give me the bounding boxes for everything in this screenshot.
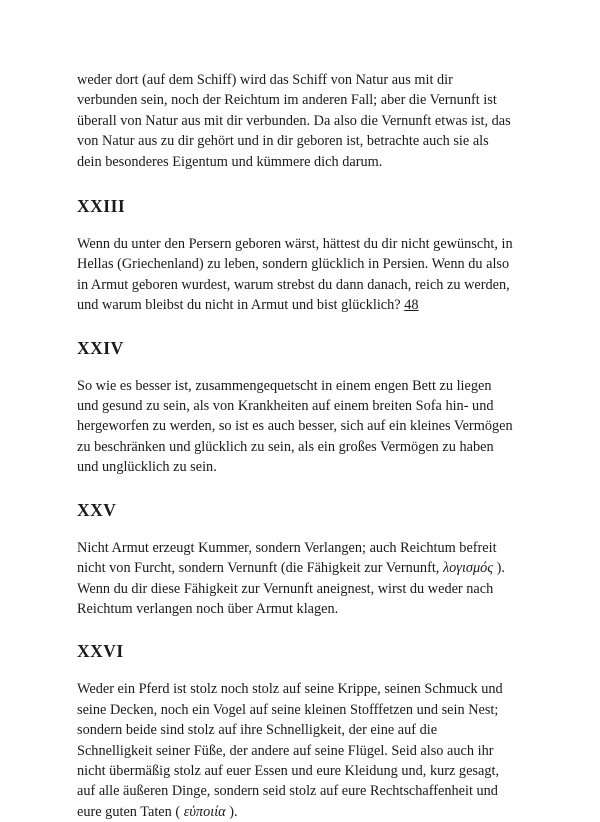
text-line-part: eure guten Taten ( xyxy=(77,803,184,820)
section-xxv-paragraph xyxy=(77,538,547,620)
text-line: seine Decken, noch ein Vogel auf seine kleinen Stofffetzen und sein Nest; xyxy=(77,701,499,718)
text-line xyxy=(77,295,547,315)
section-xxvi-paragraph xyxy=(77,679,547,822)
text-line: Weder ein Pferd ist stolz noch stolz auf seine Krippe, seinen Schmuck und xyxy=(77,681,503,698)
text-line: Wenn du unter den Persern geboren wärst, hättest du dir nicht gewünscht, in xyxy=(77,236,513,253)
greek-term: εὐποιία xyxy=(183,803,226,820)
greek-term: λογισμός xyxy=(442,560,494,577)
section-xxiii-paragraph xyxy=(77,234,547,316)
text-line-part: ). xyxy=(225,803,238,820)
text-line: dein besonderes Eigentum und kümmere dich darum. xyxy=(77,153,383,170)
text-line xyxy=(77,558,547,578)
section-heading-xxv: XXV xyxy=(77,499,117,520)
text-line: zu beschränken und glücklich zu sein, als ein großes Vermögen zu haben xyxy=(77,438,494,455)
text-line: auf alle äußeren Dinge, sondern seid stolz auf eure Rechtschaffenheit und xyxy=(77,783,498,800)
text-line: Nicht Armut erzeugt Kummer, sondern Verlangen; auch Reichtum befreit xyxy=(77,539,497,556)
text-line-part: ). xyxy=(493,560,506,577)
text-line: hergeworfen zu werden, so ist es auch besser, sich auf ein kleines Vermögen xyxy=(77,418,513,435)
section-heading-xxvi: XXVI xyxy=(77,641,124,662)
section-xxiv-paragraph xyxy=(77,376,547,478)
text-line: Schnelligkeit seiner Füße, der andere auf seine Flügel. Seid also auch ihr xyxy=(77,742,494,759)
document-page xyxy=(77,70,547,822)
text-line: Reichtum verlangen noch über Armut klagen. xyxy=(77,600,339,617)
text-line: sondern beide sind stolz auf ihre Schnelligkeit, der eine auf die xyxy=(77,722,438,739)
section-heading-xxiv: XXIV xyxy=(77,337,124,358)
text-line: und unglücklich zu sein. xyxy=(77,459,217,476)
text-line xyxy=(77,802,547,822)
section-heading-xxiii: XXIII xyxy=(77,196,126,217)
text-line-part: und warum bleibst du nicht in Armut und bist glücklich? xyxy=(77,297,405,314)
text-line: von Natur aus zu dir gehört und in dir geboren ist, betrachte auch sie als xyxy=(77,133,489,150)
text-line: und gesund zu sein, als von Krankheiten auf einem breiten Sofa hin- und xyxy=(77,398,494,415)
text-line: verbunden sein, noch der Reichtum im anderen Fall; aber die Vernunft ist xyxy=(77,92,497,109)
text-line: überall von Natur aus mit dir verbunden. Da also die Vernunft etwas ist, das xyxy=(77,112,511,129)
text-line: So wie es besser ist, zusammengequetscht in einem engen Bett zu liegen xyxy=(77,377,492,394)
text-line: in Armut geboren wurdest, warum strebst du dann danach, reich zu werden, xyxy=(77,276,510,293)
text-line: weder dort (auf dem Schiff) wird das Schiff von Natur aus mit dir xyxy=(77,72,453,88)
intro-paragraph xyxy=(77,70,547,172)
text-line: Wenn du dir diese Fähigkeit zur Vernunft aneignest, wirst du weder nach xyxy=(77,580,494,597)
footnote-link-48[interactable]: 48 xyxy=(404,297,419,314)
text-line: Hellas (Griechenland) zu leben, sondern glücklich in Persien. Wenn du also xyxy=(77,256,510,273)
text-line: nicht übermäßig stolz auf euer Essen und eure Kleidung und, kurz gesagt, xyxy=(77,762,500,779)
text-line-part: nicht von Furcht, sondern Vernunft (die Fähigkeit zur Vernunft, xyxy=(77,560,443,577)
